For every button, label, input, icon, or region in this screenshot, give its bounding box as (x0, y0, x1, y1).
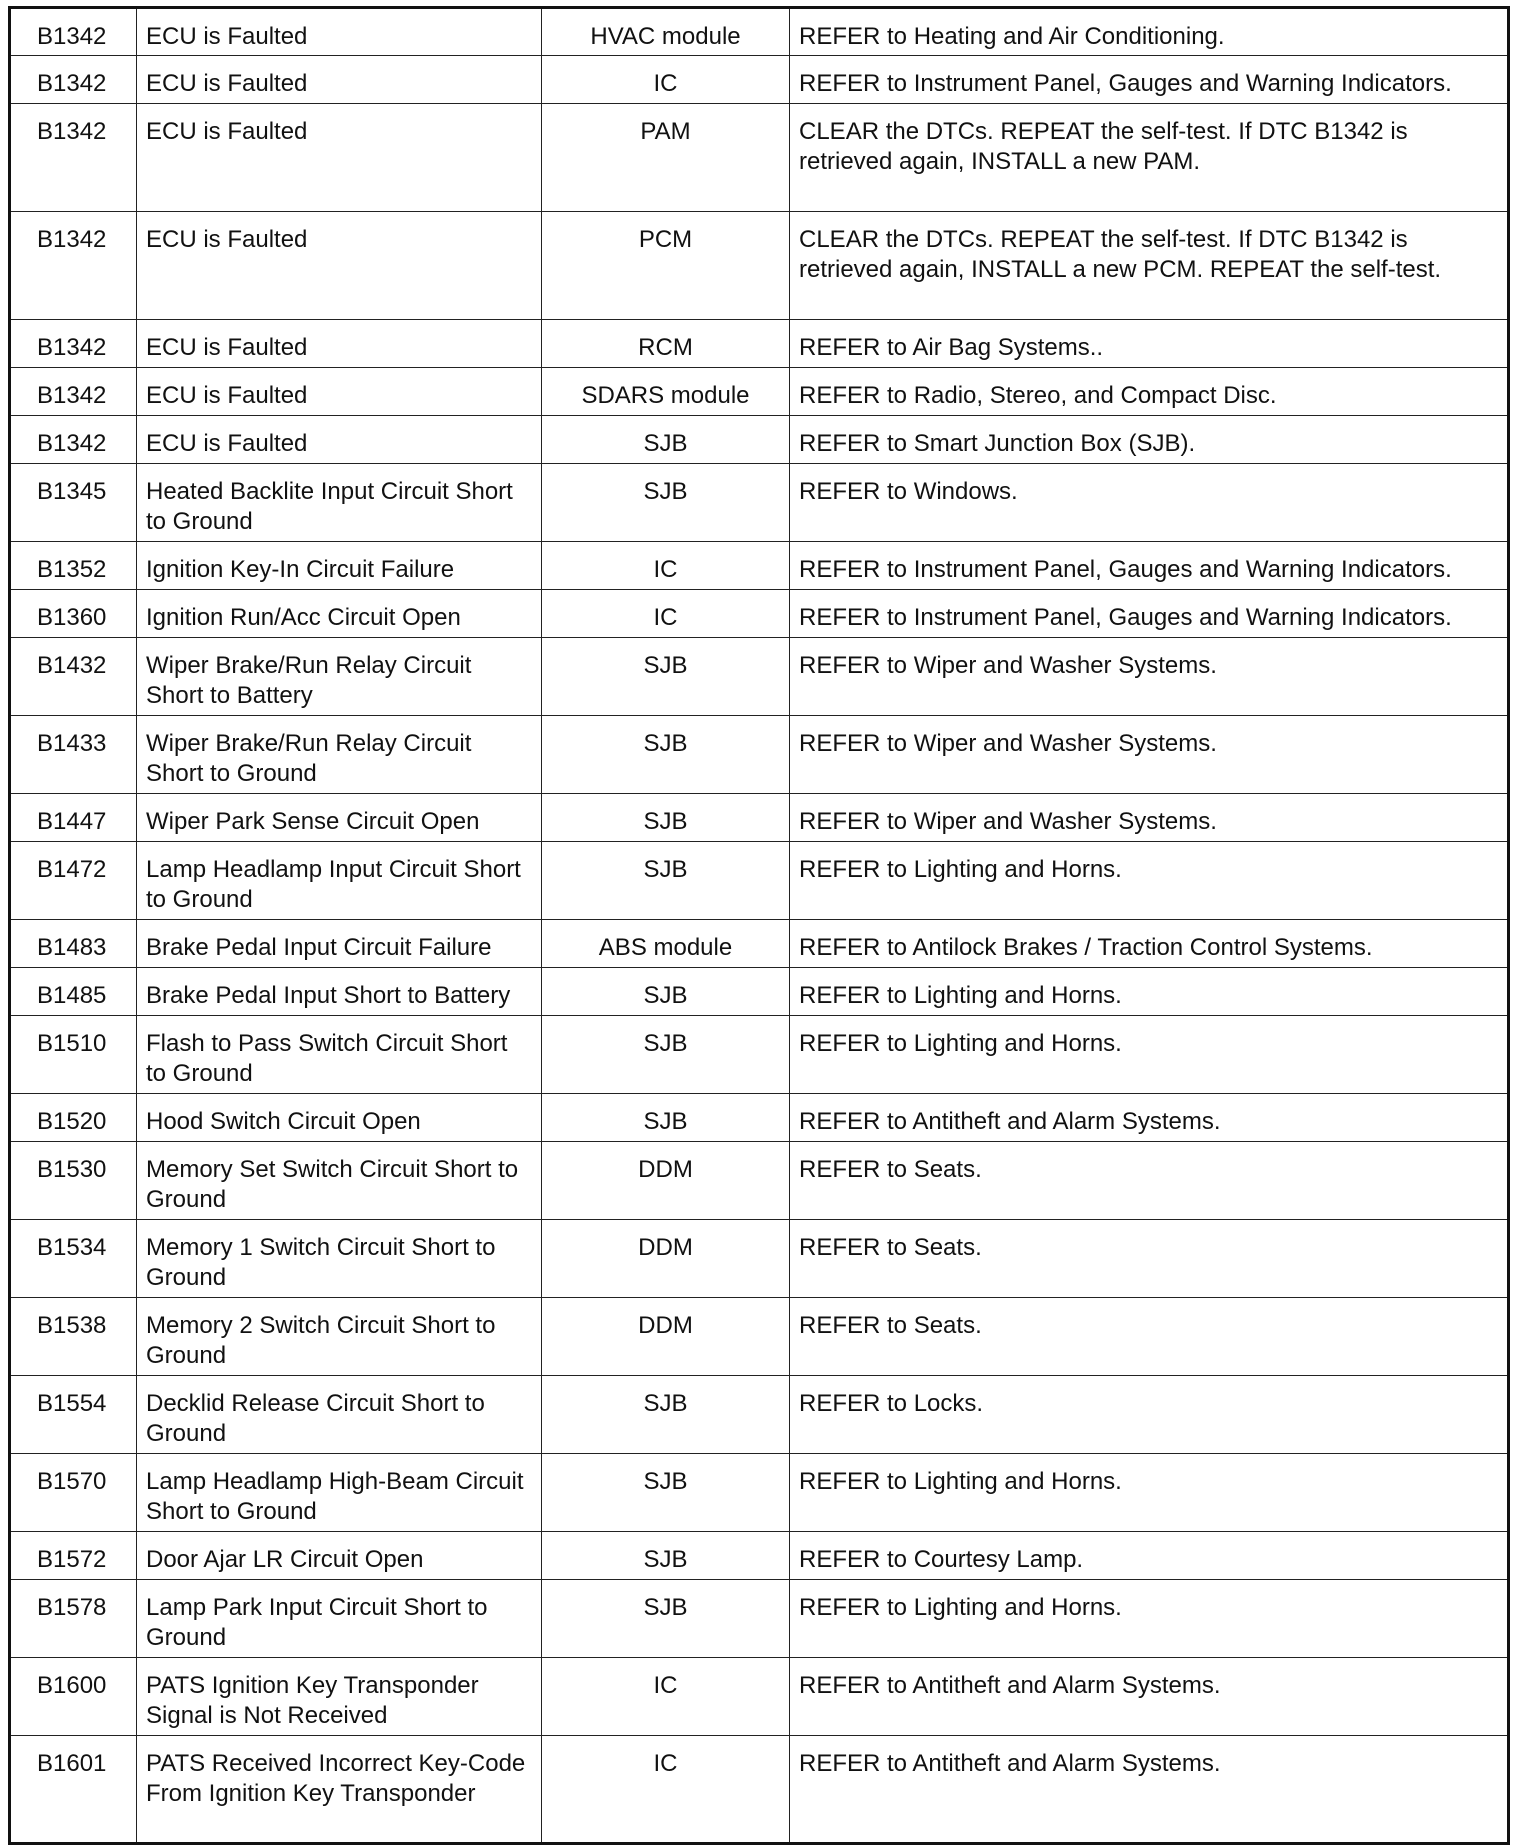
dtc-action-cell: CLEAR the DTCs. REPEAT the self-test. If DTC B1342 is retrieved again, INSTALL a new PAM. (790, 104, 1509, 212)
table-row (10, 920, 1509, 968)
dtc-module-cell: SJB (542, 638, 790, 716)
dtc-module-cell: SJB (542, 716, 790, 794)
dtc-description-cell: ECU is Faulted (137, 368, 542, 416)
table-row (10, 1298, 1509, 1376)
dtc-module-cell: DDM (542, 1220, 790, 1298)
dtc-code-cell: B1345 (10, 464, 137, 542)
dtc-module-cell: DDM (542, 1142, 790, 1220)
dtc-action-cell: REFER to Air Bag Systems.. (790, 320, 1509, 368)
dtc-action-cell: REFER to Lighting and Horns. (790, 1454, 1509, 1532)
dtc-description-cell: PATS Received Incorrect Key-Code From Ignition Key Transponder (137, 1736, 542, 1844)
dtc-code-cell: B1572 (10, 1532, 137, 1580)
dtc-module-cell: DDM (542, 1298, 790, 1376)
dtc-code-cell: B1342 (10, 416, 137, 464)
dtc-action-cell: REFER to Radio, Stereo, and Compact Disc. (790, 368, 1509, 416)
dtc-action-cell: REFER to Antitheft and Alarm Systems. (790, 1736, 1509, 1844)
table-row (10, 1658, 1509, 1736)
table-row (10, 590, 1509, 638)
dtc-action-cell: REFER to Seats. (790, 1220, 1509, 1298)
table-row (10, 542, 1509, 590)
table-row (10, 794, 1509, 842)
table-row (10, 320, 1509, 368)
dtc-action-cell: REFER to Lighting and Horns. (790, 1016, 1509, 1094)
dtc-code-cell: B1342 (10, 56, 137, 104)
dtc-description-cell: Brake Pedal Input Short to Battery (137, 968, 542, 1016)
table-row (10, 842, 1509, 920)
dtc-action-cell: REFER to Heating and Air Conditioning. (790, 8, 1509, 56)
dtc-action-cell: REFER to Antitheft and Alarm Systems. (790, 1658, 1509, 1736)
dtc-action-cell: REFER to Seats. (790, 1142, 1509, 1220)
dtc-code-cell: B1538 (10, 1298, 137, 1376)
dtc-code-cell: B1342 (10, 320, 137, 368)
dtc-module-cell: SJB (542, 794, 790, 842)
dtc-code-cell: B1534 (10, 1220, 137, 1298)
dtc-module-cell: SJB (542, 464, 790, 542)
dtc-description-cell: Wiper Park Sense Circuit Open (137, 794, 542, 842)
dtc-code-cell: B1600 (10, 1658, 137, 1736)
dtc-description-cell: ECU is Faulted (137, 416, 542, 464)
dtc-description-cell: Ignition Run/Acc Circuit Open (137, 590, 542, 638)
dtc-code-cell: B1432 (10, 638, 137, 716)
dtc-description-cell: Lamp Park Input Circuit Short to Ground (137, 1580, 542, 1658)
dtc-code-cell: B1342 (10, 8, 137, 56)
table-row (10, 1736, 1509, 1844)
dtc-description-cell: Wiper Brake/Run Relay Circuit Short to Ground (137, 716, 542, 794)
dtc-action-cell: REFER to Instrument Panel, Gauges and Warning Indicators. (790, 542, 1509, 590)
dtc-description-cell: Decklid Release Circuit Short to Ground (137, 1376, 542, 1454)
table-row (10, 1094, 1509, 1142)
dtc-description-cell: PATS Ignition Key Transponder Signal is Not Received (137, 1658, 542, 1736)
table-row (10, 1016, 1509, 1094)
dtc-code-cell: B1352 (10, 542, 137, 590)
table-row (10, 1142, 1509, 1220)
dtc-code-cell: B1554 (10, 1376, 137, 1454)
dtc-module-cell: SJB (542, 1376, 790, 1454)
dtc-description-cell: Hood Switch Circuit Open (137, 1094, 542, 1142)
dtc-action-cell: REFER to Wiper and Washer Systems. (790, 794, 1509, 842)
dtc-module-cell: PCM (542, 212, 790, 320)
dtc-description-cell: Lamp Headlamp Input Circuit Short to Ground (137, 842, 542, 920)
table-row (10, 1454, 1509, 1532)
table-row (10, 1580, 1509, 1658)
dtc-action-cell: REFER to Lighting and Horns. (790, 968, 1509, 1016)
dtc-description-cell: Brake Pedal Input Circuit Failure (137, 920, 542, 968)
dtc-code-cell: B1360 (10, 590, 137, 638)
dtc-action-cell: REFER to Windows. (790, 464, 1509, 542)
dtc-description-cell: ECU is Faulted (137, 320, 542, 368)
dtc-code-cell: B1483 (10, 920, 137, 968)
dtc-action-cell: REFER to Lighting and Horns. (790, 842, 1509, 920)
dtc-description-cell: ECU is Faulted (137, 56, 542, 104)
dtc-action-cell: REFER to Antitheft and Alarm Systems. (790, 1094, 1509, 1142)
dtc-module-cell: PAM (542, 104, 790, 212)
dtc-description-cell: Heated Backlite Input Circuit Short to Ground (137, 464, 542, 542)
table-row (10, 368, 1509, 416)
dtc-code-cell: B1472 (10, 842, 137, 920)
dtc-module-cell: SDARS module (542, 368, 790, 416)
dtc-action-cell: REFER to Wiper and Washer Systems. (790, 716, 1509, 794)
dtc-action-cell: REFER to Smart Junction Box (SJB). (790, 416, 1509, 464)
dtc-module-cell: IC (542, 542, 790, 590)
dtc-code-cell: B1601 (10, 1736, 137, 1844)
table-row (10, 1220, 1509, 1298)
dtc-action-cell: REFER to Wiper and Washer Systems. (790, 638, 1509, 716)
dtc-code-cell: B1570 (10, 1454, 137, 1532)
dtc-description-cell: Lamp Headlamp High-Beam Circuit Short to Ground (137, 1454, 542, 1532)
dtc-action-cell: REFER to Instrument Panel, Gauges and Warning Indicators. (790, 56, 1509, 104)
dtc-description-cell: Memory 1 Switch Circuit Short to Ground (137, 1220, 542, 1298)
dtc-action-cell: CLEAR the DTCs. REPEAT the self-test. If DTC B1342 is retrieved again, INSTALL a new PCM. REPEAT the self-test. (790, 212, 1509, 320)
table-row (10, 56, 1509, 104)
dtc-action-cell: REFER to Courtesy Lamp. (790, 1532, 1509, 1580)
dtc-code-cell: B1342 (10, 104, 137, 212)
dtc-code-cell: B1447 (10, 794, 137, 842)
table-row (10, 464, 1509, 542)
dtc-code-cell: B1342 (10, 212, 137, 320)
dtc-action-cell: REFER to Instrument Panel, Gauges and Warning Indicators. (790, 590, 1509, 638)
dtc-module-cell: ABS module (542, 920, 790, 968)
dtc-module-cell: IC (542, 1658, 790, 1736)
dtc-module-cell: SJB (542, 1016, 790, 1094)
dtc-module-cell: SJB (542, 416, 790, 464)
dtc-module-cell: SJB (542, 1580, 790, 1658)
dtc-description-cell: Door Ajar LR Circuit Open (137, 1532, 542, 1580)
table-row (10, 638, 1509, 716)
dtc-module-cell: IC (542, 1736, 790, 1844)
dtc-module-cell: SJB (542, 1532, 790, 1580)
dtc-action-cell: REFER to Seats. (790, 1298, 1509, 1376)
dtc-description-cell: ECU is Faulted (137, 212, 542, 320)
dtc-description-cell: Memory Set Switch Circuit Short to Ground (137, 1142, 542, 1220)
dtc-description-cell: ECU is Faulted (137, 8, 542, 56)
dtc-code-cell: B1530 (10, 1142, 137, 1220)
dtc-code-cell: B1510 (10, 1016, 137, 1094)
dtc-module-cell: HVAC module (542, 8, 790, 56)
dtc-module-cell: IC (542, 590, 790, 638)
dtc-action-cell: REFER to Locks. (790, 1376, 1509, 1454)
dtc-action-cell: REFER to Lighting and Horns. (790, 1580, 1509, 1658)
dtc-module-cell: SJB (542, 968, 790, 1016)
dtc-code-cell: B1485 (10, 968, 137, 1016)
table-row (10, 716, 1509, 794)
dtc-code-cell: B1520 (10, 1094, 137, 1142)
table-row (10, 968, 1509, 1016)
table-row (10, 212, 1509, 320)
dtc-code-cell: B1578 (10, 1580, 137, 1658)
dtc-code-cell: B1433 (10, 716, 137, 794)
dtc-description-cell: Flash to Pass Switch Circuit Short to Ground (137, 1016, 542, 1094)
dtc-description-cell: Wiper Brake/Run Relay Circuit Short to Battery (137, 638, 542, 716)
dtc-description-cell: Memory 2 Switch Circuit Short to Ground (137, 1298, 542, 1376)
dtc-description-cell: Ignition Key-In Circuit Failure (137, 542, 542, 590)
dtc-module-cell: IC (542, 56, 790, 104)
dtc-code-cell: B1342 (10, 368, 137, 416)
dtc-module-cell: SJB (542, 1094, 790, 1142)
dtc-module-cell: SJB (542, 1454, 790, 1532)
table-row (10, 416, 1509, 464)
dtc-table (8, 6, 1510, 1845)
dtc-action-cell: REFER to Antilock Brakes / Traction Control Systems. (790, 920, 1509, 968)
table-row (10, 104, 1509, 212)
table-row (10, 1532, 1509, 1580)
table-row (10, 8, 1509, 56)
dtc-table-body (10, 8, 1509, 1844)
table-row (10, 1376, 1509, 1454)
dtc-description-cell: ECU is Faulted (137, 104, 542, 212)
dtc-module-cell: RCM (542, 320, 790, 368)
dtc-module-cell: SJB (542, 842, 790, 920)
